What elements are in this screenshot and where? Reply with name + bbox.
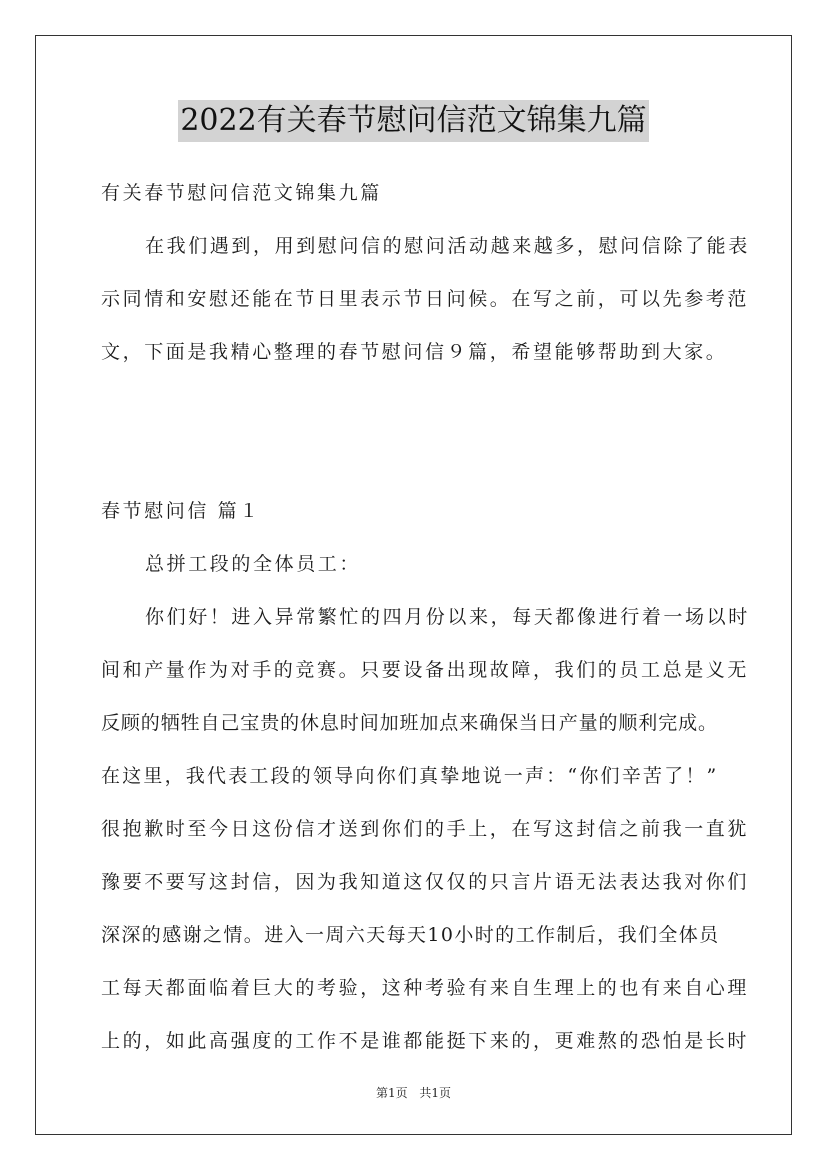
body-line-2: 间和产量作为对手的竞赛。只要设备出现故障，我们的员工总是义无 xyxy=(101,659,750,681)
body-line-5: 很抱歉时至今日这份信才送到你们的手上，在写这封信之前我一直犹 xyxy=(101,818,750,840)
page-total: 共1页 xyxy=(419,1086,452,1100)
section-heading: 春节慰问信 篇１ xyxy=(101,500,261,522)
document-subtitle: 有关春节慰问信范文锦集九篇 xyxy=(101,182,382,204)
body-line-6: 豫要不要写这封信，因为我知道这仅仅的只言片语无法表达我对你们 xyxy=(101,871,750,893)
body-line-9: 上的，如此高强度的工作不是谁都能挺下来的，更难熬的恐怕是长时 xyxy=(101,1030,750,1052)
body-line-7: 深深的感谢之情。进入一周六天每天10小时的工作制后，我们全体员 xyxy=(101,924,720,946)
intro-line-3: 文，下面是我精心整理的春节慰问信９篇，希望能够帮助到大家。 xyxy=(101,341,728,363)
body-line-1: 你们好！进入异常繁忙的四月份以来，每天都像进行着一场以时 xyxy=(145,606,750,628)
salutation: 总拼工段的全体员工： xyxy=(145,553,362,575)
intro-line-2: 示同情和安慰还能在节日里表示节日问候。在写之前，可以先参考范 xyxy=(101,288,750,310)
document-body xyxy=(101,172,750,1073)
body-line-4: 在这里，我代表工段的领导向你们真挚地说一声：“你们辛苦了！” xyxy=(101,765,719,787)
body-line-3: 反顾的牺牲自己宝贵的休息时间加班加点来确保当日产量的顺利完成。 xyxy=(101,712,718,734)
page-footer xyxy=(0,1084,827,1101)
title-container xyxy=(0,100,827,142)
document-title: 2022有关春节慰问信范文锦集九篇 xyxy=(178,100,648,142)
intro-line-1: 在我们遇到，用到慰问信的慰问活动越来越多，慰问信除了能表 xyxy=(145,235,750,257)
blank-spacer xyxy=(101,384,741,490)
body-line-8: 工每天都面临着巨大的考验，这种考验有来自生理上的也有来自心理 xyxy=(101,977,750,999)
page-number: 第1页 xyxy=(375,1086,408,1100)
